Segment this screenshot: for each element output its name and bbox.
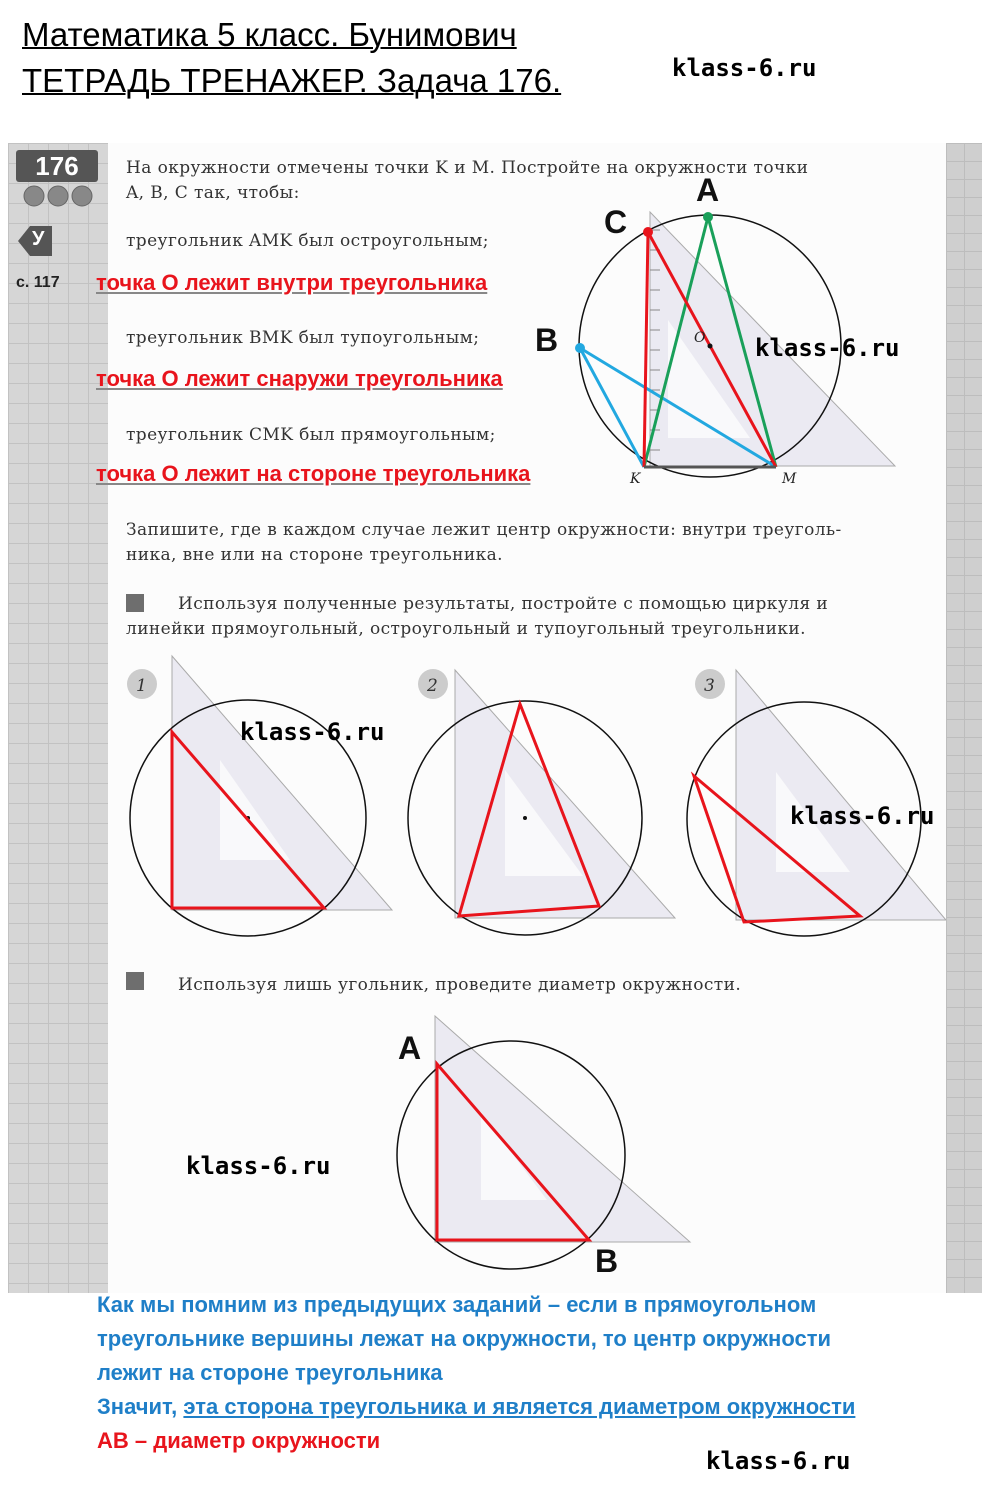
- watermark: klass-6.ru: [672, 54, 817, 82]
- figure-1-number: 1: [136, 676, 147, 696]
- part3-text: Используя лишь угольник, проведите диаметр окружности.: [178, 975, 742, 995]
- label-diameter-b: B: [595, 1243, 619, 1279]
- condition-obtuse: треугольник BMK был тупоугольным;: [126, 328, 480, 348]
- explanation-line3: лежит на стороне треугольника: [97, 1360, 443, 1385]
- page-margin-left: [8, 143, 108, 1293]
- answer-obtuse: точка О лежит снаружи треугольника: [96, 366, 503, 391]
- label-diameter-a: A: [398, 1030, 422, 1066]
- label-point-c: C: [604, 204, 628, 240]
- explanation-line4-prefix: Значит,: [97, 1394, 184, 1419]
- watermark: klass-6.ru: [706, 1447, 851, 1475]
- page-reference: с. 117: [16, 274, 60, 291]
- watermark: klass-6.ru: [240, 718, 385, 746]
- label-point-a: A: [696, 172, 720, 208]
- figure-2-acute-triangle: [405, 650, 685, 995]
- page-margin-right: [946, 143, 982, 1293]
- explanation-line4: [97, 1390, 855, 1424]
- part2-line1: Используя полученные результаты, постройте с помощью циркуля и: [178, 594, 829, 614]
- label-o: O: [694, 330, 706, 346]
- diameter-diagram: [385, 1000, 705, 1290]
- square-bullet-icon: [126, 594, 144, 612]
- explanation-block: [97, 1288, 855, 1458]
- figure-2-number: 2: [427, 676, 438, 696]
- explanation-conclusion: АВ – диаметр окружности: [97, 1428, 381, 1453]
- figure-1-right-triangle: [120, 650, 400, 995]
- label-point-b: B: [535, 322, 559, 358]
- segment-ck: [644, 232, 648, 467]
- explanation-line2: треугольнике вершины лежат на окружности, то центр окружности: [97, 1326, 832, 1351]
- label-k: K: [630, 471, 641, 487]
- u-badge-icon: [18, 226, 52, 256]
- task-intro-line2: A, B, C так, чтобы:: [126, 183, 300, 203]
- task-intro-line1: На окружности отмечены точки K и M. Постройте на окружности точки: [126, 158, 809, 178]
- part2-line2: линейки прямоугольный, остроугольный и тупоугольный треугольники.: [126, 619, 806, 639]
- header-title-line2: ТЕТРАДЬ ТРЕНАЖЕР. Задача 176.: [22, 62, 562, 99]
- explanation-line4-underlined: эта сторона треугольника и является диаметром окружности: [183, 1394, 856, 1419]
- set-square: [172, 656, 392, 910]
- figure-3-number: 3: [704, 676, 715, 696]
- condition-right: треугольник CMK был прямоугольным;: [126, 425, 496, 445]
- explanation-line1: Как мы помним из предыдущих заданий – если в прямоугольном: [97, 1292, 817, 1317]
- header-title-line1: Математика 5 класс. Бунимович: [22, 16, 517, 53]
- label-m: M: [782, 471, 797, 487]
- watermark: klass-6.ru: [790, 802, 935, 830]
- watermark: klass-6.ru: [186, 1152, 331, 1180]
- difficulty-dots-icon: [22, 184, 94, 212]
- task-number-badge: [16, 150, 98, 182]
- task-number: 176: [35, 151, 79, 181]
- answer-right: точка О лежит на стороне треугольника: [96, 461, 531, 486]
- write-instruction-line2: ника, вне или на стороне треугольника.: [126, 545, 503, 565]
- condition-acute: треугольник AMK был остроугольным;: [126, 231, 489, 251]
- watermark: klass-6.ru: [755, 334, 900, 362]
- answer-acute: точка О лежит внутри треугольника: [96, 270, 488, 295]
- u-badge-label: У: [32, 228, 45, 250]
- write-instruction-line1: Запишите, где в каждом случае лежит центр окружности: внутри треуголь-: [126, 520, 842, 540]
